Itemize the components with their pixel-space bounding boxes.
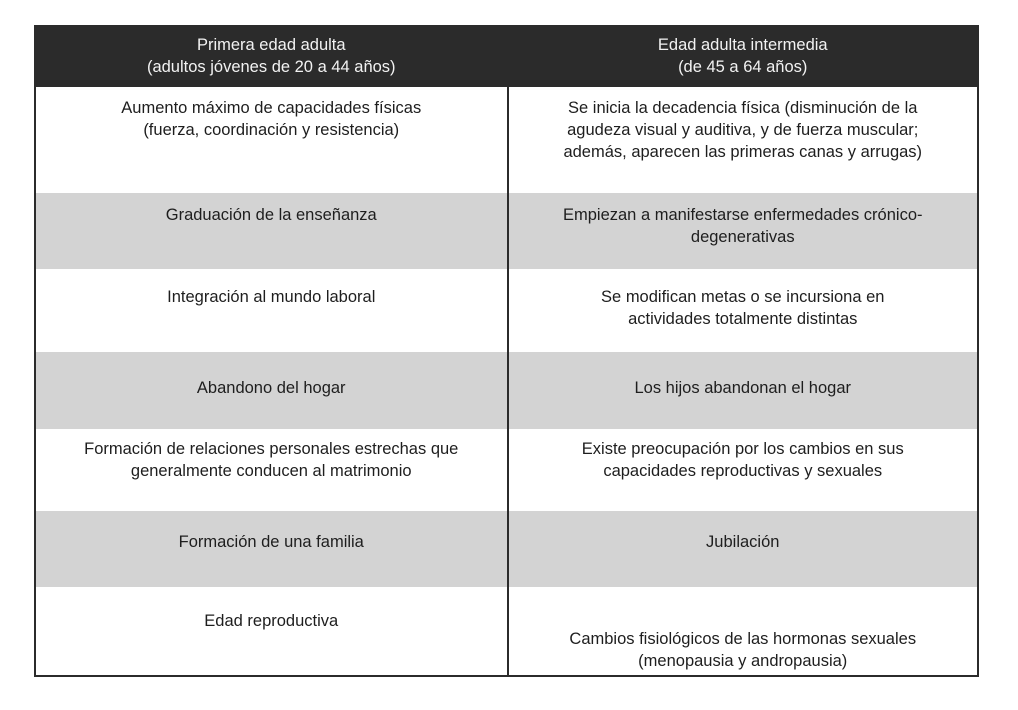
table-row — [36, 87, 977, 193]
cell-text: Integración al mundo laboral — [167, 288, 376, 306]
cell-text: Existe preocupación por los cambios en sus capacidades reproductivas y sexuales — [581, 440, 904, 480]
table-row — [36, 511, 977, 587]
table-cell — [36, 587, 507, 675]
table-cell — [507, 352, 978, 429]
cell-text: Los hijos abandonan el hogar — [634, 379, 851, 397]
header-cell-early-adulthood — [36, 25, 507, 87]
table-row — [36, 352, 977, 429]
table-row — [36, 429, 977, 511]
cell-text: Abandono del hogar — [196, 379, 346, 397]
table-cell — [36, 511, 507, 587]
cell-text: Formación de relaciones personales estrechas que generalmente conducen al matrimonio — [84, 440, 459, 480]
cell-text: Graduación de la enseñanza — [165, 206, 377, 224]
table-cell — [36, 87, 507, 193]
table-cell — [507, 429, 978, 511]
cell-text: Empiezan a manifestarse enfermedades crónico-degenerativas — [562, 206, 923, 246]
table-cell — [36, 269, 507, 352]
table-cell — [36, 193, 507, 269]
table-row — [36, 587, 977, 675]
comparison-table — [34, 25, 979, 677]
header-cell-middle-adulthood — [507, 25, 978, 87]
table-row — [36, 269, 977, 352]
cell-text: Edad reproductiva — [204, 612, 339, 630]
table-cell — [507, 193, 978, 269]
header-label: Edad adulta intermedia (de 45 a 64 años) — [657, 36, 828, 76]
cell-text: Formación de una familia — [178, 533, 364, 551]
header-label: Primera edad adulta (adultos jóvenes de 20 a 44 años) — [146, 36, 396, 76]
cell-text: Cambios fisiológicos de las hormonas sexuales (menopausia y andropausia) — [569, 630, 917, 670]
table-cell — [507, 269, 978, 352]
table-cell — [507, 87, 978, 193]
table-row — [36, 193, 977, 269]
table-header-row — [36, 25, 977, 87]
cell-text: Se modifican metas o se incursiona en actividades totalmente distintas — [601, 288, 885, 328]
table-cell — [36, 429, 507, 511]
cell-text: Aumento máximo de capacidades físicas (fuerza, coordinación y resistencia) — [121, 99, 422, 139]
table-cell — [36, 352, 507, 429]
cell-text: Jubilación — [706, 533, 780, 551]
cell-text: Se inicia la decadencia física (disminución de la agudeza visual y auditiva, y de fuerza muscular; además, aparecen las primeras canas y arrugas) — [563, 99, 923, 161]
table-cell — [507, 511, 978, 587]
table-cell — [507, 587, 978, 675]
